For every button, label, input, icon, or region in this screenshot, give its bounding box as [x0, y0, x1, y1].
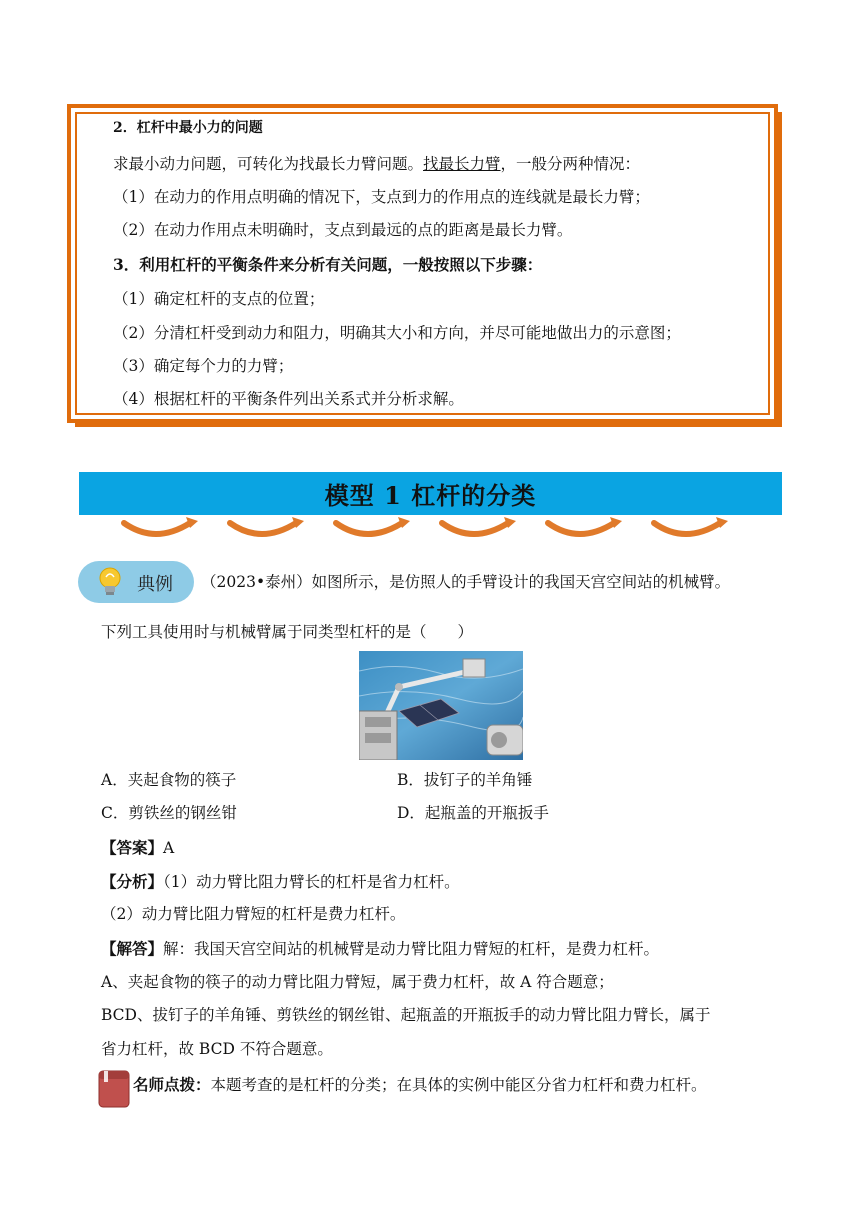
rules-para-1	[113, 157, 640, 173]
analysis-line-1	[101, 874, 460, 891]
space-station-robotic-arm-photo	[359, 651, 523, 760]
rules-para-1-pre: 求最小动力问题，可转化为找最长力臂问题。	[113, 155, 424, 173]
rules-step-2: （2）分清杠杆受到动力和阻力，明确其大小和方向，并尽可能地做出力的示意图；	[113, 324, 681, 342]
rules-step-4: （4）根据杠杆的平衡条件列出关系式并分析求解。	[113, 390, 464, 408]
option-d: D．起瓶盖的开瓶扳手	[397, 804, 549, 822]
analysis-line-2: （2）动力臂比阻力臂短的杠杆是费力杠杆。	[101, 905, 406, 923]
lightbulb-icon	[95, 565, 125, 599]
section-banner	[79, 472, 782, 515]
answer-label: 【答案】	[101, 838, 164, 857]
example-badge-label: 典例	[137, 574, 173, 595]
rules-step-1: （1）确定杠杆的支点的位置；	[113, 290, 325, 308]
solution-line-2: A、夹起食物的筷子的动力臂比阻力臂短，属于费力杠杆，故 A 符合题意；	[101, 973, 614, 991]
analysis-label: 【分析】	[101, 872, 164, 891]
frame-shadow-bottom	[75, 423, 782, 427]
answer-value: A	[163, 839, 175, 857]
rules-case-1: （1）在动力的作用点明确的情况下，支点到力的作用点的连线就是最长力臂；	[113, 188, 650, 206]
frame-shadow-right	[778, 112, 782, 427]
solution-text-1: 解：我国天宫空间站的机械臂是动力臂比阻力臂短的杠杆，是费力杠杆。	[163, 940, 660, 958]
question-line-1: （2023•泰州）如图所示，是仿照人的手臂设计的我国天宫空间站的机械臂。	[201, 573, 731, 591]
arc-6	[654, 523, 720, 534]
tip-label: 名师点拨：	[133, 1075, 211, 1094]
tip-text: 本题考查的是杠杆的分类；在具体的实例中能区分省力杠杆和费力杠杆。	[210, 1076, 707, 1094]
arc-4	[442, 523, 508, 534]
arc-1	[124, 523, 190, 534]
rules-case-2: （2）在动力作用点未明确时，支点到最远的点的距离是最长力臂。	[113, 221, 573, 239]
question-line-2: 下列工具使用时与机械臂属于同类型杠杆的是（ ）	[101, 623, 474, 641]
analysis-text-1: （1）动力臂比阻力臂长的杠杆是省力杠杆。	[163, 873, 460, 891]
option-c: C．剪铁丝的钢丝钳	[101, 804, 237, 822]
answer-line	[101, 840, 174, 857]
solution-line-1	[101, 941, 659, 958]
book-icon	[98, 1069, 130, 1109]
rules-step-3: （3）确定每个力的力臂；	[113, 357, 294, 375]
solution-line-4: 省力杠杆，故 BCD 不符合题意。	[101, 1040, 333, 1058]
banner-arc-decoration	[110, 515, 730, 547]
arc-3	[336, 523, 402, 534]
rules-heading-3: 3．利用杠杆的平衡条件来分析有关问题，一般按照以下步骤：	[113, 255, 543, 274]
rules-para-1-post: ，一般分两种情况：	[500, 155, 641, 173]
section-banner-title: 模型 1 杠杆的分类	[324, 481, 537, 510]
rules-heading-2: 2．杠杆中最小力的问题	[113, 120, 263, 136]
solution-label: 【解答】	[101, 939, 164, 958]
rules-para-1-underlined: 找最长力臂	[423, 155, 501, 173]
tip-line	[133, 1077, 707, 1094]
option-a: A．夹起食物的筷子	[101, 771, 237, 789]
solution-line-3: BCD、拔钉子的羊角锤、剪铁丝的钢丝钳、起瓶盖的开瓶扳手的动力臂比阻力臂长，属于	[101, 1006, 711, 1024]
arc-2	[230, 523, 296, 534]
option-b: B．拔钉子的羊角锤	[397, 771, 533, 789]
arc-5	[548, 523, 614, 534]
